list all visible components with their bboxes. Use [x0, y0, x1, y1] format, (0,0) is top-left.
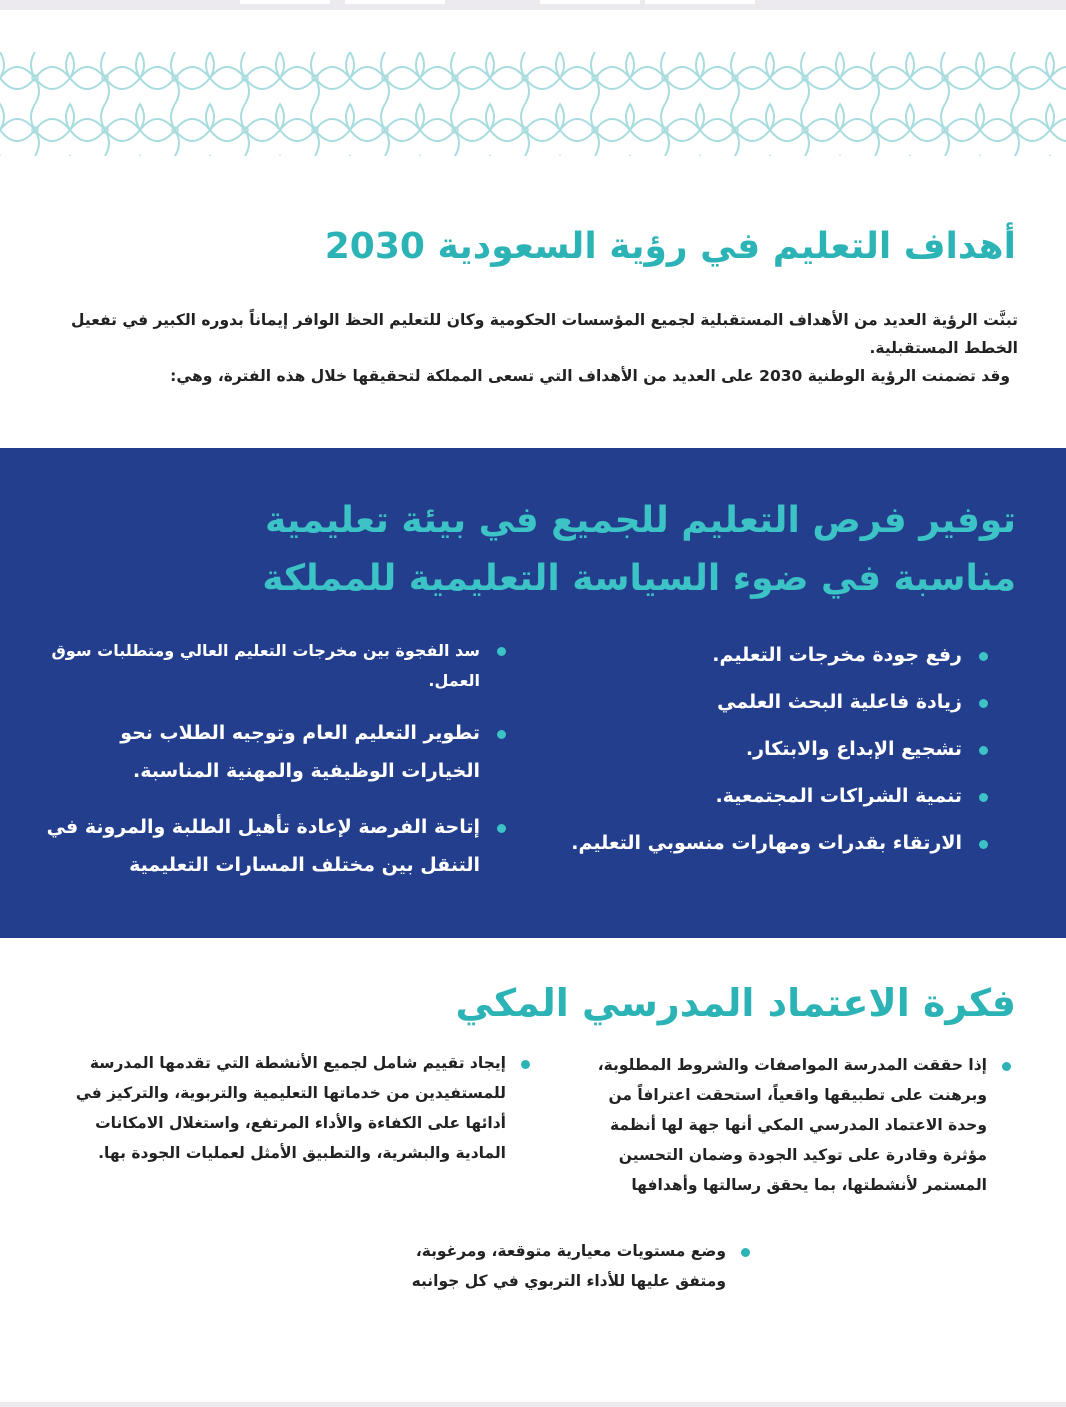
bullet-icon [497, 730, 506, 739]
bullet-icon [979, 699, 988, 708]
bullet-icon [1002, 1062, 1011, 1071]
accreditation-item-evaluation: إيجاد تقييم شامل لجميع الأنشطة التي تقدمها المدرسة للمستفيدين من خدماتها التعليمية والتربوية، والتركيز في أدائها على الكفاءة والأداء المرتفع، واستغلال الامكانات المادية والبشرية، والتطبيق الأمثل لعمليات الجودة بها. [66, 1048, 530, 1168]
accreditation-item-recognition: إذا حققت المدرسة المواصفات والشروط المطلوبة، وبرهنت على تطبيقها واقعياً، استحقت اعترافاً من وحدة الاعتماد المدرسي المكي أنها جهة لها أنظمة مؤثرة وقادرة على توكيد الجودة وضمان التحسين المستمر لأنشطتها، بما يحقق رسالتها وأهدافها [591, 1050, 1011, 1200]
intro-line-2: وقد تضمنت الرؤية الوطنية 2030 على العديد من الأهداف التي تسعى المملكة لتحقيقها خلال هذه الفترة، وهي: [170, 367, 1010, 385]
list-item: تنمية الشراكات المجتمعية. [568, 777, 988, 815]
section-title-vision-goals: أهداف التعليم في رؤية السعودية 2030 [324, 226, 1016, 267]
strip-segment [240, 0, 330, 4]
bullet-icon [979, 652, 988, 661]
strip-segment [540, 0, 640, 4]
goals-list-right [568, 636, 988, 871]
panel-title-line-1: توفير فرص التعليم للجميع في بيئة تعليمية [264, 500, 1016, 541]
bullet-icon [497, 647, 506, 656]
list-item: زيادة فاعلية البحث العلمي [568, 683, 988, 721]
bullet-icon [979, 840, 988, 849]
list-item: تطوير التعليم العام وتوجيه الطلاب نحو الخيارات الوظيفية والمهنية المناسبة. [46, 714, 506, 790]
section-title-accreditation: فكرة الاعتماد المدرسي المكي [455, 981, 1016, 1025]
panel-title [56, 492, 1016, 608]
strip-segment [645, 0, 755, 4]
list-item: سد الفجوة بين مخرجات التعليم العالي ومتطلبات سوق العمل. [46, 636, 506, 696]
bullet-icon [521, 1060, 530, 1069]
top-strip [0, 0, 1066, 10]
blue-panel [0, 448, 1066, 938]
bullet-icon [979, 746, 988, 755]
intro-paragraph [58, 306, 1018, 390]
list-item: تشجيع الإبداع والابتكار. [568, 730, 988, 768]
list-item: الارتقاء بقدرات ومهارات منسوبي التعليم. [568, 824, 988, 862]
bullet-icon [741, 1248, 750, 1257]
bottom-strip [0, 1402, 1066, 1407]
bullet-icon [497, 824, 506, 833]
list-item: رفع جودة مخرجات التعليم. [568, 636, 988, 674]
decorative-pattern [0, 52, 1066, 156]
panel-title-line-2: مناسبة في ضوء السياسة التعليمية للمملكة [262, 558, 1016, 599]
accreditation-item-standards: وضع مستويات معيارية متوقعة، ومرغوبة، ومتفق عليها للأداء التربوي في كل جوانبه [406, 1236, 750, 1296]
bullet-icon [979, 793, 988, 802]
strip-segment [345, 0, 445, 4]
list-item: إتاحة الفرصة لإعادة تأهيل الطلبة والمرونة في التنقل بين مختلف المسارات التعليمية [46, 808, 506, 884]
goals-list-left [46, 636, 506, 902]
intro-line-1: تبنَّت الرؤية العديد من الأهداف المستقبلية لجميع المؤسسات الحكومية وكان للتعليم الحظ الوافر إيماناً بدوره الكبير في تفعيل الخطط المستقبلية. [71, 311, 1018, 357]
